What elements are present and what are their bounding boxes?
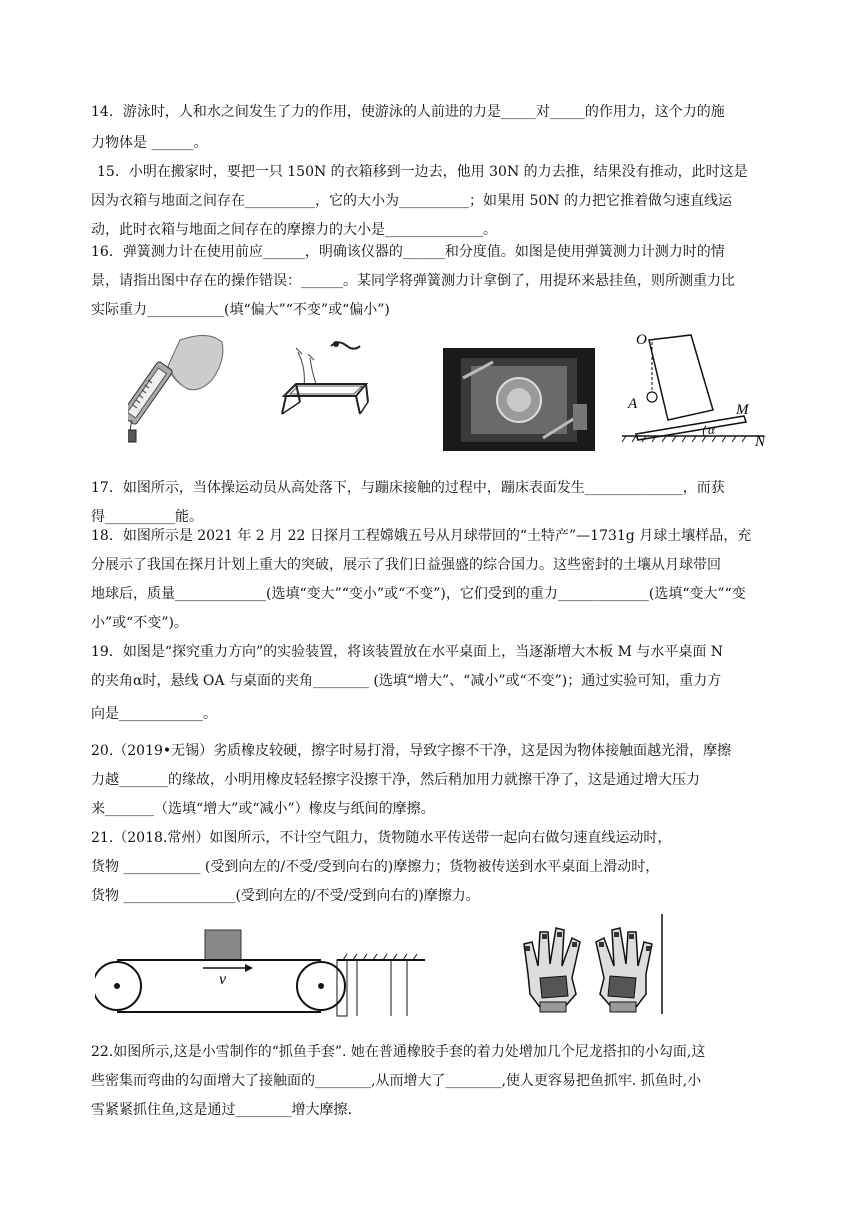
q21-line1: 21.（2018.常州）如图所示，不计空气阻力，货物随水平传送带一起向右做匀速直线运动时， <box>91 830 672 846</box>
q20-line1: 20.（2019•无锡）劣质橡皮较硬，擦字时易打滑，导致字擦不干净，这是因为物体接触面越光滑，摩擦 <box>91 743 732 759</box>
q15-line2: 因为衣箱与地面之间存在__________，它的大小为__________；如果用 50N 的力把它推着做匀速直线运 <box>91 193 732 209</box>
q19-line1: 19．如图是“探究重力方向”的实验装置，将该装置放在水平桌面上，当逐渐增大木板 M 与水平桌面 N <box>91 644 724 660</box>
q22-line3: 雪紧紧抓住鱼,这是通过________增大摩擦. <box>91 1102 352 1118</box>
q21-line2: 货物 ___________ (受到向左的/不受/受到向右的)摩擦力；货物被传送到水平桌面上滑动时， <box>91 859 660 875</box>
q19-line3: 向是____________。 <box>91 706 217 722</box>
q19-line2: 的夹角α时，悬线 OA 与桌面的夹角________ (选填“增大”、“减小”或“不变”)；通过实验可知，重力方 <box>91 673 722 689</box>
conveyor-belt-figure <box>95 924 425 1020</box>
q22-line1: 22.如图所示,这是小雪制作的“抓鱼手套”. 她在普通橡胶手套的着力处增加几个尼龙搭扣的小勾面,这 <box>91 1044 706 1060</box>
q16-line3: 实际重力___________(填“偏大”“不变”或“偏小”) <box>91 302 390 318</box>
q20-line2: 力越_______的缘故，小明用橡皮轻轻擦字没擦干净，然后稍加用力就擦干净了，这是通过增大压力 <box>91 772 700 788</box>
label-v: v <box>219 971 227 988</box>
q17-line2: 得__________能。 <box>91 509 203 525</box>
fishing-gloves-figure <box>518 914 668 1018</box>
label-A: A <box>628 396 638 412</box>
q15-line1: 15．小明在搬家时，要把一只 150N 的衣箱移到一边去，他用 30N 的力去推，结果没有推动，此时这是 <box>97 164 748 180</box>
q21-line3: 货物 ________________(受到向左的/不受/受到向右的)摩擦力。 <box>91 888 480 904</box>
q18-line3: 地球后，质量_____________(选填“变大”“变小”或“不变”)，它们受到的重力_____________(选填“变大”“变 <box>91 586 746 602</box>
label-M: M <box>736 402 749 418</box>
q16-line2: 景，请指出图中存在的操作错误：______。某同学将弹簧测力计拿倒了，用提环来悬挂鱼，则所测重力比 <box>91 273 735 289</box>
q18-line1: 18．如图所示是 2021 年 2 月 22 日探月工程嫦娥五号从月球带回的“土特产”—1731g 月球土壤样品，充 <box>91 528 752 544</box>
q22-line2: 些密集而弯曲的勾面增大了接触面的________,从而增大了________,使人更容易把鱼抓牢. 抓鱼时,小 <box>91 1073 702 1089</box>
q20-line3: 来_______（选填“增大”或“减小”）橡皮与纸间的摩擦。 <box>91 801 435 817</box>
label-O: O <box>636 332 647 348</box>
label-N: N <box>755 434 766 448</box>
label-alpha: α <box>708 422 715 437</box>
gravity-direction-apparatus <box>616 330 776 448</box>
q16-line1: 16．弹簧测力计在使用前应______，明确该仪器的______和分度值。如图是使用弹簧测力计测力时的情 <box>91 244 725 260</box>
q14-line2: 力物体是 ______。 <box>91 135 208 151</box>
lunar-soil-photo <box>443 348 595 451</box>
q18-line4: 小”或“不变”)。 <box>91 615 188 631</box>
spring-scale-figure <box>128 330 228 446</box>
trampoline-figure <box>276 338 376 422</box>
q17-line1: 17．如图所示，当体操运动员从高处落下，与蹦床接触的过程中，蹦床表面发生______________，而获 <box>91 480 725 496</box>
q14-line1: 14．游泳时，人和水之间发生了力的作用，使游泳的人前进的力是_____对_____的作用力，这个力的施 <box>91 104 725 120</box>
q15-line3: 动，此时衣箱与地面之间存在的摩擦力的大小是______________。 <box>91 222 497 238</box>
q18-line2: 分展示了我国在探月计划上重大的突破，展示了我们日益强盛的综合国力。这些密封的土壤从月球带回 <box>91 557 721 573</box>
